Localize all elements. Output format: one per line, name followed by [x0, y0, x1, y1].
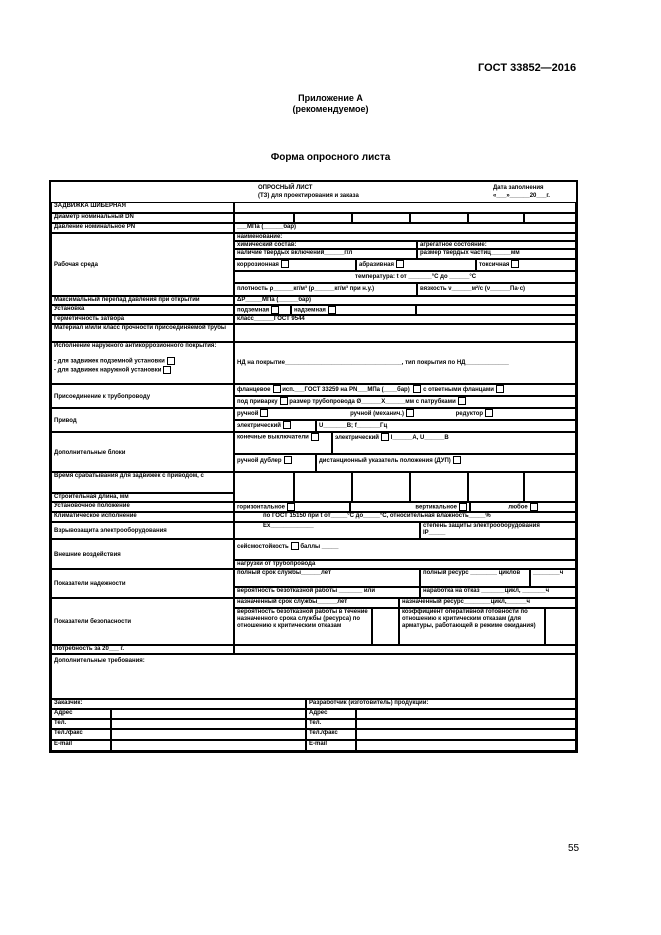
op-readiness-value[interactable] — [545, 608, 576, 645]
material-value[interactable] — [234, 324, 576, 342]
row-pn: Давление номинальное PN — [51, 223, 234, 233]
coating-underground-checkbox[interactable] — [167, 357, 175, 365]
dn-cell-4[interactable] — [410, 213, 468, 223]
medium-toxic[interactable] — [476, 259, 576, 271]
row-connection: Присоединение к трубопроводу — [51, 384, 234, 408]
dev-tel-label: Тел. — [306, 719, 356, 729]
dn-cell-6[interactable] — [524, 213, 576, 223]
dev-tel-field[interactable] — [356, 719, 576, 729]
seismic-value: баллы _____ — [300, 544, 339, 550]
annex-subtitle: (рекомендуемое) — [292, 104, 369, 114]
dev-fax-label: Тел./факс — [306, 729, 356, 740]
section-values — [234, 202, 576, 213]
time-cell-3[interactable] — [352, 472, 410, 502]
current-label: I______А, U______В — [390, 435, 449, 441]
row-medium: Рабочая среда — [51, 233, 234, 296]
reducer-checkbox[interactable] — [485, 409, 493, 417]
prob-fail-safe: вероятность безотказной работы в течение назначенного срока службы (ресурса) по отношению к критическим отказам — [234, 608, 372, 645]
conn-flange[interactable] — [234, 384, 576, 396]
opt-limit[interactable] — [234, 432, 332, 454]
conn-weld[interactable] — [234, 396, 576, 408]
abrasive-label: абразивная — [359, 262, 394, 268]
dev-address-label: Адрес — [306, 709, 356, 719]
medium-density[interactable]: плотность ρ______кг/м³ (ρ______кг/м³ при н.у.) — [234, 283, 417, 296]
under-checkbox[interactable] — [271, 306, 279, 314]
horizontal-label: горизонтальное — [237, 504, 285, 511]
flange-exec: исп.___ГОСТ 33259 на PN___МПа (____бар) — [282, 387, 410, 393]
toxic-label: токсичная — [479, 262, 510, 268]
row-reliability: Показатели надежности — [51, 569, 234, 598]
medium-name[interactable]: наименование: — [234, 233, 576, 241]
demand-value[interactable] — [234, 645, 576, 654]
fill-date-label: Дата заполнения — [493, 185, 544, 191]
row-external: Внешние воздействия — [51, 539, 234, 569]
row-tightness: Герметичность затвора — [51, 315, 234, 324]
row-actuator: Привод — [51, 408, 234, 432]
vertical-label: вертикальное — [415, 504, 457, 511]
elec-checkbox[interactable] — [381, 433, 389, 441]
toxic-checkbox[interactable] — [511, 260, 519, 268]
flange-counter-label: с ответными фланцами — [423, 387, 494, 393]
medium-chem[interactable]: химический состав: — [234, 241, 417, 249]
fill-date-line[interactable]: «___»______20___г. — [493, 193, 550, 199]
horizontal-checkbox[interactable] — [287, 503, 295, 511]
mount-extra[interactable] — [416, 305, 576, 315]
climate-value[interactable]: по ГОСТ 15150 при t от_____°С до_____°С, относительная влажность_____% — [234, 512, 576, 522]
sheet-subtitle: (ТЗ) для проектирования и заказа — [258, 193, 359, 199]
prob-fail-safe-value[interactable] — [372, 608, 399, 645]
opt-remote[interactable] — [316, 454, 576, 472]
mtbf[interactable]: наработка на отказ _______цикл, _______ч — [420, 587, 576, 598]
row-max-dp: Максимальный перепад давления при открытии — [51, 296, 234, 305]
section-tag: ЗАДВИЖКА ШИБЕРНАЯ — [51, 202, 234, 213]
row-dn: Диаметр номинальный DN — [51, 213, 234, 223]
coating-value[interactable]: НД на покрытие___________________________________, тип покрытия по НД_____________ — [234, 342, 576, 384]
cust-address-label: Адрес — [51, 709, 111, 719]
cust-tel-field[interactable] — [111, 719, 306, 729]
flange-counter-checkbox[interactable] — [413, 385, 421, 393]
dn-cell-3[interactable] — [352, 213, 410, 223]
cust-fax-field[interactable] — [111, 729, 306, 740]
handwheel-checkbox[interactable] — [284, 456, 292, 464]
pos-horizontal[interactable] — [234, 502, 350, 512]
ip-label: степень защиты электрооборудования — [423, 523, 540, 529]
row-explosion: Взрывозащита электрооборудования — [51, 522, 234, 539]
medium-solid-size[interactable]: размер твердых частиц______мм — [417, 249, 576, 259]
cust-address-field[interactable] — [111, 709, 306, 719]
medium-corrosive[interactable] — [234, 259, 356, 271]
resource-hours[interactable]: ________ч — [530, 569, 576, 587]
pipe-load[interactable]: нагрузки от трубопровода — [234, 560, 576, 569]
annex-title: Приложение А — [298, 93, 363, 103]
dn-cell-2[interactable] — [294, 213, 352, 223]
time-cell-4[interactable] — [410, 472, 468, 502]
limit-checkbox[interactable] — [311, 433, 319, 441]
dev-email-field[interactable] — [356, 740, 576, 751]
corrosive-checkbox[interactable] — [281, 260, 289, 268]
extra-requirements[interactable]: Дополнительные требования: — [51, 654, 576, 699]
dev-email-label: E-mail — [306, 740, 356, 751]
standard-code: ГОСТ 33852—2016 — [478, 62, 577, 74]
cust-tel-label: Тел. — [51, 719, 111, 729]
dp-value[interactable]: ΔР_____МПа (______бар) — [234, 296, 576, 305]
under-label: подземная — [237, 307, 270, 314]
act-row1[interactable] — [234, 408, 576, 420]
above-label: надземная — [294, 307, 326, 314]
ex-value[interactable]: Ex_____________ — [234, 522, 420, 539]
limit-label: конечные выключатели — [237, 434, 309, 441]
reducer-manual-checkbox[interactable] — [406, 409, 414, 417]
pipe-size: размер трубопровода Ø______Х______мм с патрубками — [289, 399, 456, 405]
developer-label: Разработчик (изготовитель) продукции: — [306, 699, 576, 709]
dn-cell-5[interactable] — [468, 213, 524, 223]
pn-value[interactable]: ___МПа (______бар) — [234, 223, 576, 233]
reducer-manual-label: ручной (механич.) — [350, 411, 404, 417]
assigned-resource[interactable]: назначенный ресурс________цикл,______ч — [399, 598, 576, 608]
sheet-title: ОПРОСНЫЙ ЛИСТ — [258, 185, 313, 191]
assigned-life[interactable]: назначенный срок службы______лет — [234, 598, 399, 608]
reducer-label: редуктор — [455, 411, 484, 417]
corrosive-label: коррозионная — [237, 262, 279, 268]
time-cell-2[interactable] — [294, 472, 352, 502]
row-material: Материал и/или класс прочности присоединяемой трубы — [51, 324, 234, 342]
tightness-value[interactable]: класс______ГОСТ 9544 — [234, 315, 576, 324]
opt-elec[interactable] — [332, 432, 576, 454]
manual-label: ручной — [237, 411, 259, 417]
resource[interactable]: полный ресурс ________ циклов — [420, 569, 530, 587]
row-climate: Климатическое исполнение — [51, 512, 234, 522]
abrasive-checkbox[interactable] — [396, 260, 404, 268]
annex-heading — [0, 93, 661, 115]
medium-agg[interactable]: агрегатное состояние: — [417, 241, 576, 249]
medium-abrasive[interactable] — [356, 259, 476, 271]
ip-value: IP_____ — [423, 530, 446, 536]
cust-fax-label: Тел./факс — [51, 729, 111, 740]
cust-email-label: E-mail — [51, 740, 111, 751]
prob-fail[interactable]: вероятность безотказной работы _______ или — [234, 587, 420, 598]
row-options: Дополнительные блоки — [51, 432, 234, 472]
opt-handwheel[interactable] — [234, 454, 316, 472]
any-label: любое — [508, 504, 528, 511]
coating-underground-label: - для задвижек подземной установки — [54, 358, 165, 365]
medium-viscosity[interactable]: вязкость ν______м²/с (ν______Па·с) — [417, 283, 576, 296]
time-cell-6[interactable] — [524, 472, 576, 502]
act-electric[interactable] — [234, 420, 316, 432]
nozzle-checkbox[interactable] — [458, 397, 466, 405]
row-demand: Потребность за 20___ г. — [51, 645, 234, 654]
medium-solids[interactable]: наличие твердых включений______г/л — [234, 249, 417, 259]
customer-label: Заказчик: — [51, 699, 306, 709]
handwheel-label: ручной дублер — [237, 458, 282, 464]
pos-any[interactable] — [470, 502, 576, 512]
mount-above[interactable] — [291, 305, 416, 315]
medium-temp[interactable]: температура: t от _______°С до ______°С — [234, 271, 576, 283]
above-checkbox[interactable] — [328, 306, 336, 314]
act-voltage[interactable]: U_______В; f_______Гц — [316, 420, 576, 432]
seismic-checkbox[interactable] — [291, 542, 299, 550]
elec-label: электрический — [335, 435, 379, 441]
remote-checkbox[interactable] — [453, 456, 461, 464]
row-mounting: Установка — [51, 305, 234, 315]
ip-cell[interactable] — [420, 522, 576, 539]
flange-label: фланцевое — [237, 387, 271, 393]
time-cell-5[interactable] — [468, 472, 524, 502]
row-position: Установочное положение — [51, 502, 234, 512]
row-length: Строительная длина, мм — [51, 493, 234, 502]
flange-checkbox[interactable] — [273, 385, 281, 393]
op-readiness: коэффициент оперативной готовности по отношению к критическим отказам (для арматуры, работающей в режиме ожидания) — [399, 608, 545, 645]
vertical-checkbox[interactable] — [459, 503, 467, 511]
seismic-label: сейсмостойкость — [237, 544, 289, 550]
page-number: 55 — [568, 843, 580, 854]
row-safety: Показатели безопасности — [51, 598, 234, 645]
electric-label: электрический — [237, 423, 281, 429]
cust-email-field[interactable] — [111, 740, 306, 751]
manual-checkbox[interactable] — [260, 409, 268, 417]
coating-label: Исполнение наружного антикоррозионного покрытия: — [54, 343, 217, 349]
dev-fax-field[interactable] — [356, 729, 576, 740]
coating-above-checkbox[interactable] — [163, 366, 171, 374]
dev-address-field[interactable] — [356, 709, 576, 719]
any-checkbox[interactable] — [530, 503, 538, 511]
weld-label: под приварку — [237, 399, 278, 405]
weld-checkbox[interactable] — [280, 397, 288, 405]
coating-above-label: - для задвижек наружной установки — [54, 367, 162, 374]
row-coating — [51, 342, 234, 384]
dn-cell-1[interactable] — [234, 213, 294, 223]
mount-under[interactable] — [234, 305, 291, 315]
flange-counter-checkbox-2[interactable] — [496, 385, 504, 393]
row-time: Время срабатывания для задвижек с приводом, с — [51, 472, 234, 493]
form-title: Форма опросного листа — [270, 152, 391, 163]
seismic-cell[interactable] — [234, 539, 576, 560]
pos-vertical[interactable] — [350, 502, 470, 512]
service-life[interactable]: полный срок службы______лет — [234, 569, 420, 587]
time-cell-1[interactable] — [234, 472, 294, 502]
electric-checkbox[interactable] — [283, 421, 291, 429]
remote-label: дистанционный указатель положения (ДУП) — [319, 458, 451, 464]
